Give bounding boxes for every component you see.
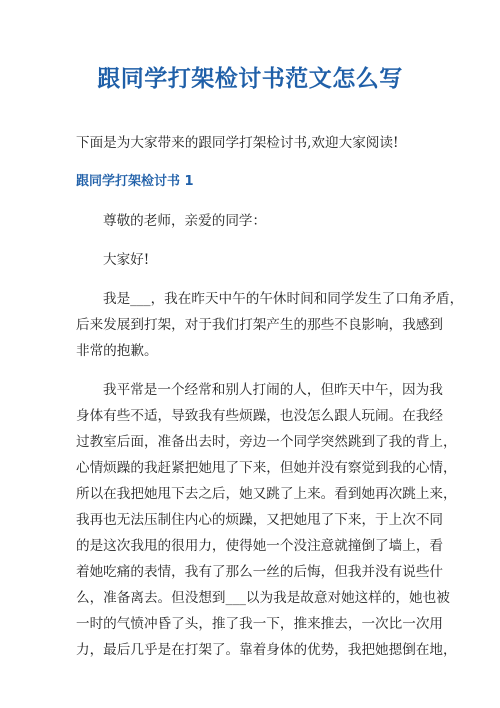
- paragraph-line: 的是这次我甩的很用力，使得她一个没注意就撞倒了墙上，看: [76, 538, 444, 554]
- greeting: 大家好!: [103, 252, 150, 268]
- document-body: [76, 130, 464, 663]
- paragraph-line: 力，最后几乎是在打架了。靠着身体的优势，我把她摁倒在地，: [76, 642, 457, 658]
- paragraph-line: 心情烦躁的我赶紧把她甩了下来，但她并没有察觉到我的心情，: [76, 460, 457, 476]
- paragraph-line: 身体有些不适，导致我有些烦躁，也没怎么跟人玩闹。在我经: [76, 408, 444, 424]
- paragraph-1: [76, 286, 464, 364]
- paragraph-line: 着她吃痛的表情，我有了那么一丝的后悔，但我并没有说些什: [76, 564, 444, 580]
- paragraph-line: 我平常是一个经常和别人打闹的人，但昨天中午，因为我: [103, 382, 443, 398]
- section-heading: 跟同学打架检讨书 1: [76, 174, 194, 189]
- paragraph-line: 我是___，我在昨天中午的午休时间和同学发生了口角矛盾，: [103, 291, 464, 307]
- paragraph-line: 所以在我把她甩下去之后，她又跳了上来。看到她再次跳上来，: [76, 486, 457, 502]
- paragraph-line: 非常的抱歉。: [76, 343, 158, 359]
- paragraph-2: [76, 377, 457, 663]
- paragraph-line: 后来发展到打架，对于我们打架产生的那些不良影响，我感到: [76, 317, 444, 333]
- page-title: 跟同学打架检讨书范文怎么写: [97, 66, 403, 92]
- paragraph-line: 过教室后面，准备出去时，旁边一个同学突然跳到了我的背上，: [76, 434, 457, 450]
- paragraph-line: 么，准备离去。但没想到___以为我是故意对她这样的，她也被: [76, 590, 450, 606]
- intro-paragraph: 下面是为大家带来的跟同学打架检讨书,欢迎大家阅读!: [76, 135, 399, 151]
- paragraph-line: 一时的气愤冲昏了头，推了我一下，推来推去，一次比一次用: [76, 616, 444, 632]
- salutation: 尊敬的老师，亲爱的同学：: [103, 213, 267, 229]
- paragraph-line: 我再也无法压制住内心的烦躁，又把她甩了下来，于上次不同: [76, 512, 444, 528]
